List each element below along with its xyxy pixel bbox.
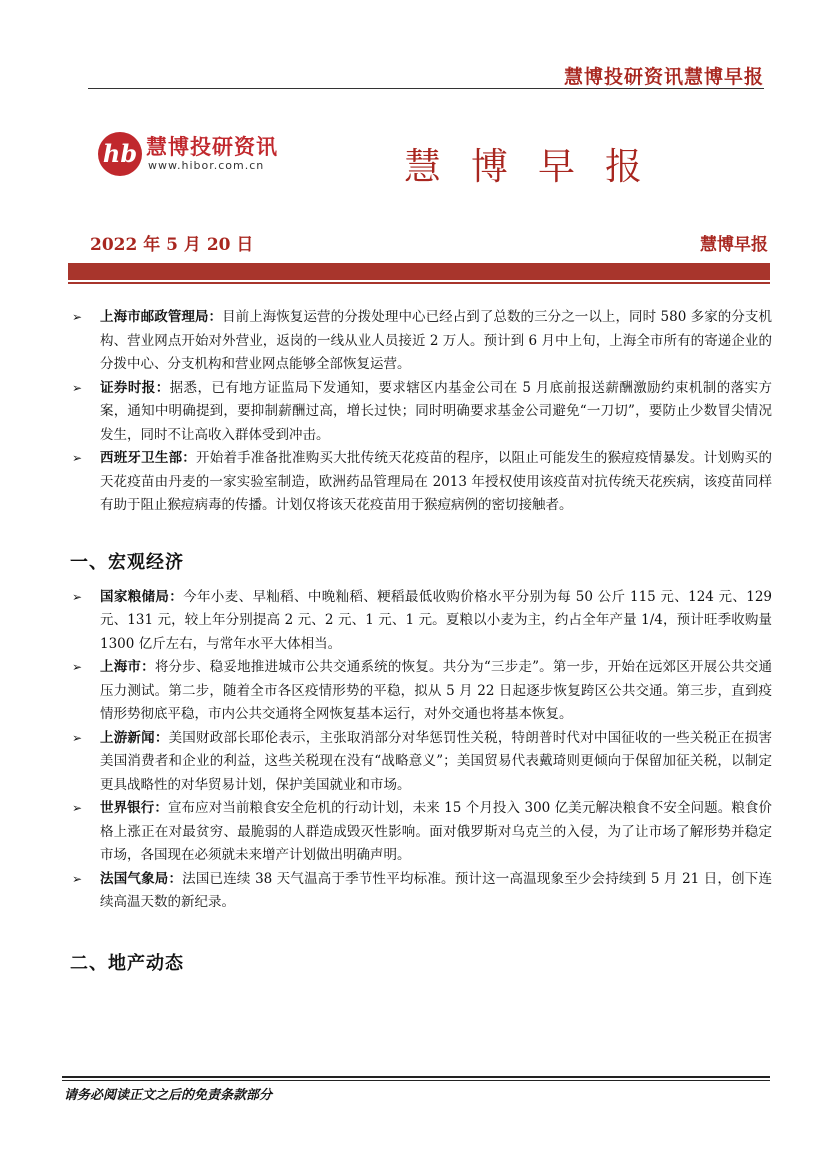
intro-news-list	[68, 306, 772, 518]
news-item	[68, 447, 772, 518]
section-title-property: 二、地产动态	[70, 952, 184, 974]
arrow-right-icon: ➢	[72, 660, 83, 674]
news-source: 上海市邮政管理局：	[100, 309, 223, 325]
news-text: 今年小麦、早籼稻、中晚籼稻、粳稻最低收购价格水平分别为每 50 公斤 115 元、124 元、129 元、131 元，较上年分别提高 2 元、2 元、1 元、1 元。夏粮以小麦为主，约占全年产量 1/4，预计旺季收购量 1300 亿斤左右，与常年水平大体相当。	[100, 588, 773, 652]
news-source: 法国气象局：	[100, 870, 183, 887]
arrow-right-icon: ➢	[72, 451, 83, 465]
news-text: 美国财政部长耶伦表示，主张取消部分对华惩罚性关税，特朗普时代对中国征收的一些关税正在损害美国消费者和企业的利益，这些关税现在没有“战略意义”；美国贸易代表戴琦则更倾向于保留加征关税，以制定更具战略性的对华贸易计划，保护美国就业和市场。	[100, 729, 772, 793]
arrow-right-icon: ➢	[72, 801, 83, 815]
footer-divider	[62, 1076, 770, 1078]
macro-news-list	[68, 586, 772, 915]
brand-label: 慧博早报	[700, 235, 768, 255]
news-text: 据悉，已有地方证监局下发通知，要求辖区内基金公司在 5 月底前报送薪酬激励约束机制的落实方案，通知中明确提到，要抑制薪酬过高，增长过快；同时明确要求基金公司避免“一刀切”，要防止少数冒尖情况发生，同时不让高收入群体受到冲击。	[100, 379, 773, 443]
report-date: 2022 年 5 月 20 日	[90, 235, 254, 255]
arrow-right-icon: ➢	[72, 730, 83, 745]
news-item	[68, 868, 772, 915]
main-content	[68, 306, 772, 987]
report-title: 慧博早报	[404, 145, 672, 188]
news-item	[68, 306, 772, 377]
news-text: 法国已连续 38 天气温高于季节性平均标准。预计这一高温现象至少会持续到 5 月 21 日，创下连续高温天数的新纪录。	[100, 870, 772, 910]
header-red-rule	[68, 282, 770, 284]
news-text: 将分步、稳妥地推进城市公共交通系统的恢复。共分为“三步走”。第一步，开始在远郊区开展公共交通压力测试。第二步，随着全市各区疫情形势的平稳，拟从 5 月 22 日起逐步恢复跨区公共交通。第三步，直到疫情形势彻底平稳，市内公共交通将全网恢复基本运行，对外交通也将基本恢复。	[100, 659, 773, 722]
news-source: 上游新闻：	[100, 729, 169, 746]
arrow-right-icon: ➢	[72, 589, 83, 604]
logo-text: 慧博投研资讯	[146, 135, 278, 159]
news-text: 开始着手准备批准购买大批传统天花疫苗的程序，以阻止可能发生的猴痘疫情暴发。计划购买的天花疫苗由丹麦的一家实验室制造，欧洲药品管理局在 2013 年授权使用该疫苗对抗传统天花疾病，该疫苗同样有助于阻止猴痘病毒的传播。计划仅将该天花疫苗用于猴痘病例的密切接触者。	[100, 450, 772, 513]
header-divider	[88, 88, 764, 89]
arrow-right-icon: ➢	[72, 380, 83, 395]
news-item	[68, 656, 772, 727]
news-item	[68, 586, 772, 657]
disclaimer-note: 请务必阅读正文之后的免责条款部分	[64, 1088, 273, 1103]
news-item	[68, 797, 772, 868]
section-title-macro: 一、宏观经济	[70, 551, 184, 573]
footer-divider-thin	[62, 1080, 770, 1081]
header-red-bar	[68, 263, 770, 280]
arrow-right-icon: ➢	[72, 871, 83, 886]
news-source: 国家粮储局：	[100, 588, 184, 605]
brand-logo	[98, 128, 298, 178]
news-source: 证券时报：	[100, 379, 170, 396]
news-text: 目前上海恢复运营的分拨处理中心已经占到了总数的三分之一以上，同时 580 多家的分支机构、营业网点开始对外营业，返岗的一线从业人员接近 2 万人。预计到 6 月中上旬，上海全市所有的寄递企业的分拨中心、分支机构和营业网点能够全部恢复运营。	[100, 309, 772, 372]
news-source: 西班牙卫生部：	[100, 450, 197, 466]
header-top-title: 慧博投研资讯慧博早报	[563, 66, 764, 88]
news-item	[68, 727, 772, 798]
news-source: 世界银行：	[100, 800, 168, 816]
news-text: 宣布应对当前粮食安全危机的行动计划，未来 15 个月投入 300 亿美元解决粮食不安全问题。粮食价格上涨正在对最贫穷、最脆弱的人群造成毁灭性影响。面对俄罗斯对乌克兰的入侵，为了让市场了解形势并稳定市场，各国现在必须就未来增产计划做出明确声明。	[100, 800, 773, 863]
news-source: 上海市：	[100, 659, 155, 675]
logo-mark-icon: hb	[98, 132, 142, 176]
logo-url: www.hibor.com.cn	[148, 159, 265, 172]
news-item	[68, 377, 772, 448]
arrow-right-icon: ➢	[72, 310, 83, 324]
